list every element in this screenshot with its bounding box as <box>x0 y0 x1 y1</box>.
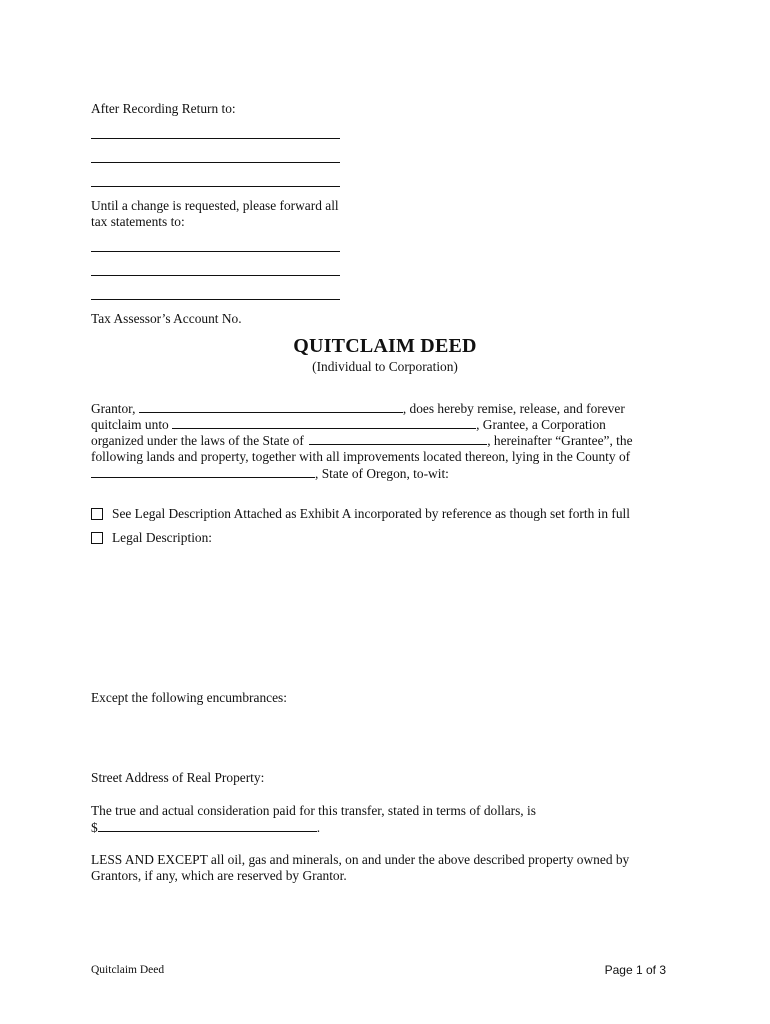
grantor-prefix: Grantor, <box>91 401 136 416</box>
consideration-period: . <box>316 820 321 835</box>
exhibit-label: See Legal Description Attached as Exhibit A incorporated by reference as though set forth in full <box>112 506 630 521</box>
county-suffix: , State of Oregon, to-wit: <box>315 466 449 481</box>
footer-document-name: Quitclaim Deed <box>91 964 165 976</box>
less-except-line-1: LESS AND EXCEPT all oil, gas and minerals, on and under the above described property owned by <box>91 852 630 867</box>
less-except-line-2: Grantors, if any, which are reserved by Grantor. <box>91 868 347 883</box>
grantor-clause-line-4: following lands and property, together with all improvements located thereon, lying in the County of <box>91 449 631 464</box>
return-to-line-3[interactable] <box>91 186 340 187</box>
footer-page-number: Page 1 of 3 <box>604 963 666 977</box>
legal-description-label: Legal Description: <box>112 530 213 545</box>
grantee-suffix: , Grantee, a Corporation <box>476 417 606 432</box>
state-prefix: organized under the laws of the State of <box>91 433 304 448</box>
document-title: QUITCLAIM DEED <box>293 335 477 357</box>
county-field[interactable] <box>91 465 315 478</box>
grantee-prefix: quitclaim unto <box>91 417 169 432</box>
consideration-amount-field[interactable] <box>98 819 317 832</box>
exhibit-checkbox[interactable] <box>91 508 103 520</box>
grantor-name-field[interactable] <box>139 400 403 413</box>
tax-statements-label-line1: Until a change is requested, please forward all <box>91 198 339 213</box>
consideration-line-1: The true and actual consideration paid for this transfer, stated in terms of dollars, is <box>91 803 536 818</box>
assessor-account-label: Tax Assessor’s Account No. <box>91 311 242 326</box>
consideration-line-2 <box>91 819 320 837</box>
return-to-line-2[interactable] <box>91 162 340 163</box>
encumbrances-label: Except the following encumbrances: <box>91 690 287 705</box>
return-to-label: After Recording Return to: <box>91 101 236 116</box>
grantor-suffix: , does hereby remise, release, and forever <box>402 401 625 416</box>
exhibit-option <box>91 506 630 522</box>
state-field[interactable] <box>309 432 487 445</box>
tax-statements-line-1[interactable] <box>91 251 340 252</box>
grantor-clause-line-5 <box>91 465 449 483</box>
grantee-name-field[interactable] <box>172 416 476 429</box>
tax-statements-line-2[interactable] <box>91 275 340 276</box>
street-address-label: Street Address of Real Property: <box>91 770 265 785</box>
grantor-clause-line-3 <box>91 432 633 450</box>
grantor-clause-line-1 <box>91 400 625 418</box>
tax-statements-line-3[interactable] <box>91 299 340 300</box>
grantor-clause-line-2 <box>91 416 606 434</box>
state-suffix: , hereinafter “Grantee”, the <box>487 433 633 448</box>
currency-symbol: $ <box>91 820 98 835</box>
tax-statements-label-line2: tax statements to: <box>91 214 185 229</box>
legal-description-option <box>91 530 212 546</box>
document-subtitle: (Individual to Corporation) <box>312 359 458 374</box>
return-to-line-1[interactable] <box>91 138 340 139</box>
legal-description-checkbox[interactable] <box>91 532 103 544</box>
